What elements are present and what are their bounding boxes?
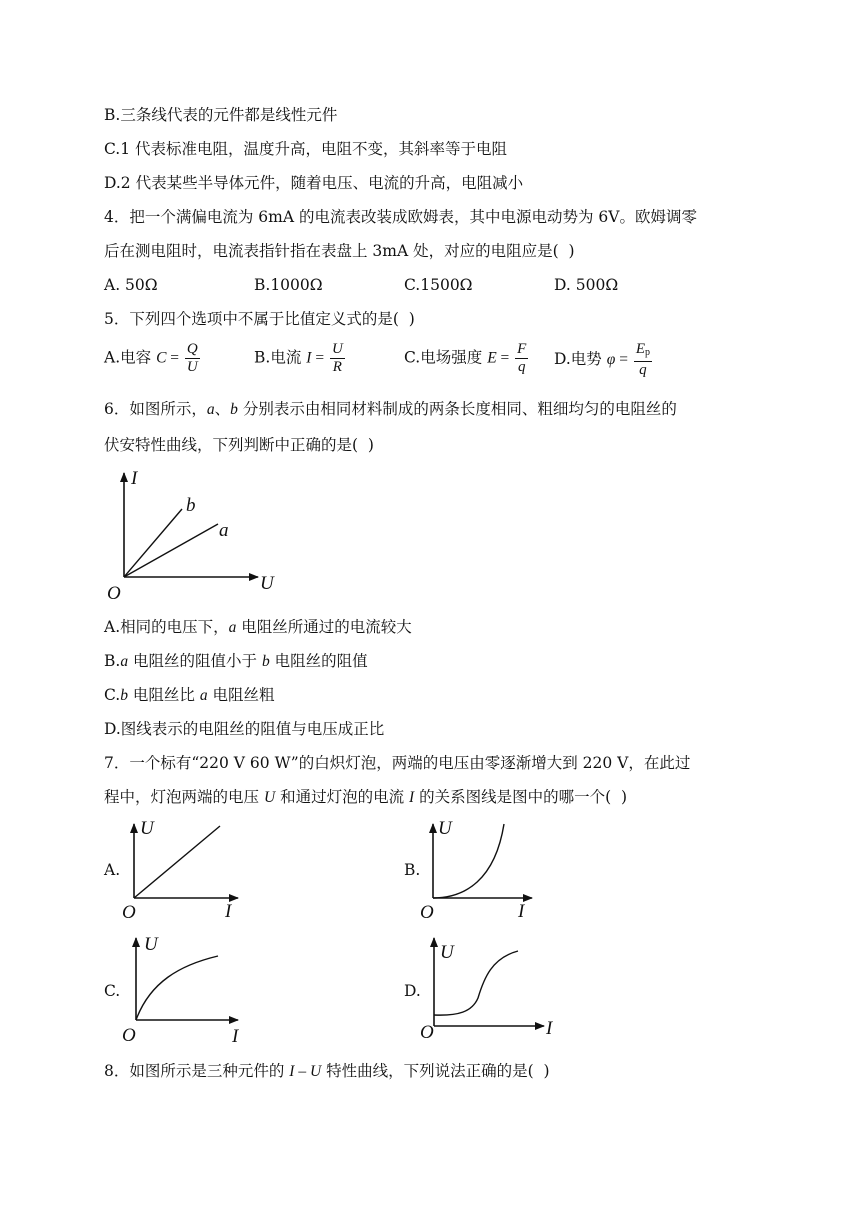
q5-b-lhs: I xyxy=(306,349,312,367)
q4-option-b: B.1000Ω xyxy=(254,276,323,294)
q6-option-c: C.b 电阻丝比 a 电阻丝粗 xyxy=(104,686,275,704)
q5-a-label: A.电容 xyxy=(104,348,152,367)
q6-iu-graph xyxy=(100,465,290,605)
q4-option-c: C.1500Ω xyxy=(404,276,473,294)
q4-stem-line1: 4．把一个满偏电流为 6mA 的电流表改装成欧姆表，其中电源电动势为 6V。欧姆调零 xyxy=(104,208,697,226)
q7-option-d-label: D. xyxy=(404,982,421,1000)
q4-option-a: A. 50Ω xyxy=(104,276,158,294)
q7-option-c-label: C. xyxy=(104,982,121,1000)
q6-line-a-label: a xyxy=(219,520,229,541)
q5-d-fraction: $\frac{E_p}{q}$ xyxy=(635,341,650,378)
q7-graph-a xyxy=(120,818,250,923)
q6-line-b xyxy=(124,509,182,577)
q6-origin-label: O xyxy=(107,583,121,604)
q5-d-label: D.电势 xyxy=(554,350,602,368)
q6-line-a xyxy=(124,524,218,577)
q5-c-label: C.电场强度 xyxy=(404,348,483,367)
q5-option-b: B.电流 I = $\frac{U}{R}$ xyxy=(254,341,343,375)
q3-option-d: D.2 代表某些半导体元件，随着电压、电流的升高，电阻减小 xyxy=(104,174,524,192)
q7-graph-d xyxy=(418,930,568,1045)
svg-text:O: O xyxy=(122,1025,136,1046)
svg-text:I: I xyxy=(518,901,525,922)
q5-d-lhs: φ xyxy=(606,351,616,368)
q6-x-label: U xyxy=(260,573,274,594)
q8-stem: 8．如图所示是三种元件的 I – U 特性曲线，下列说法正确的是( ) xyxy=(104,1062,550,1080)
q7-graph-b xyxy=(420,818,550,923)
svg-text:I: I xyxy=(232,1026,239,1047)
q6-option-b: B.a 电阻丝的阻值小于 b 电阻丝的阻值 xyxy=(104,652,368,670)
svg-text:O: O xyxy=(420,902,434,923)
q6-option-a: A.相同的电压下，a 电阻丝所通过的电流较大 xyxy=(104,618,412,636)
q6-y-label: I xyxy=(131,468,138,489)
svg-text:I: I xyxy=(546,1018,553,1039)
q5-a-fraction: $\frac{Q}{U}$ xyxy=(186,341,198,375)
q3-option-b: B.三条线代表的元件都是线性元件 xyxy=(104,106,338,124)
q7-stem-line2: 程中，灯泡两端的电压 U 和通过灯泡的电流 I 的关系图线是图中的哪一个( ) xyxy=(104,788,628,806)
q6-option-d: D.图线表示的电阻丝的阻值与电压成正比 xyxy=(104,720,385,738)
svg-text:I: I xyxy=(225,901,232,922)
q5-a-lhs: C xyxy=(156,349,167,367)
q6-stem-line1: 6．如图所示，a、b 分别表示由相同材料制成的两条长度相同、粗细均匀的电阻丝的 xyxy=(104,400,677,418)
q5-stem: 5．下列四个选项中不属于比值定义式的是( ) xyxy=(104,310,415,328)
q3-option-c: C.1 代表标准电阻，温度升高，电阻不变，其斜率等于电阻 xyxy=(104,140,508,158)
q5-b-fraction: $\frac{U}{R}$ xyxy=(331,341,343,375)
q5-option-a: A.电容 C = $\frac{Q}{U}$ xyxy=(104,341,198,375)
q7-option-b-label: B. xyxy=(404,861,421,879)
q4-stem-line2: 后在测电阻时，电流表指针指在表盘上 3mA 处，对应的电阻应是( ) xyxy=(104,242,575,260)
q5-c-fraction: $\frac{F}{q}$ xyxy=(517,341,527,375)
q5-b-label: B.电流 xyxy=(254,348,302,367)
q7-graph-c xyxy=(120,930,260,1045)
svg-text:U: U xyxy=(144,934,158,955)
svg-text:U: U xyxy=(440,942,454,963)
q7-stem-line1: 7．一个标有“220 V 60 W”的白炽灯泡，两端的电压由零逐渐增大到 220 V，在此过 xyxy=(104,754,691,772)
svg-text:O: O xyxy=(122,902,136,923)
svg-text:U: U xyxy=(140,818,154,839)
q5-option-c: C.电场强度 E = $\frac{F}{q}$ xyxy=(404,341,527,375)
q5-option-d: D.电势 φ = $\frac{E_p}{q}$ xyxy=(554,341,650,378)
svg-text:U: U xyxy=(438,818,452,839)
q7-c-curve xyxy=(136,956,218,1020)
q5-c-lhs: E xyxy=(487,349,497,367)
svg-text:O: O xyxy=(420,1022,434,1043)
q6-line-b-label: b xyxy=(186,495,196,516)
q7-option-a-label: A. xyxy=(104,861,121,879)
q4-option-d: D. 500Ω xyxy=(554,276,619,294)
q6-stem-line2: 伏安特性曲线，下列判断中正确的是( ) xyxy=(104,436,374,454)
